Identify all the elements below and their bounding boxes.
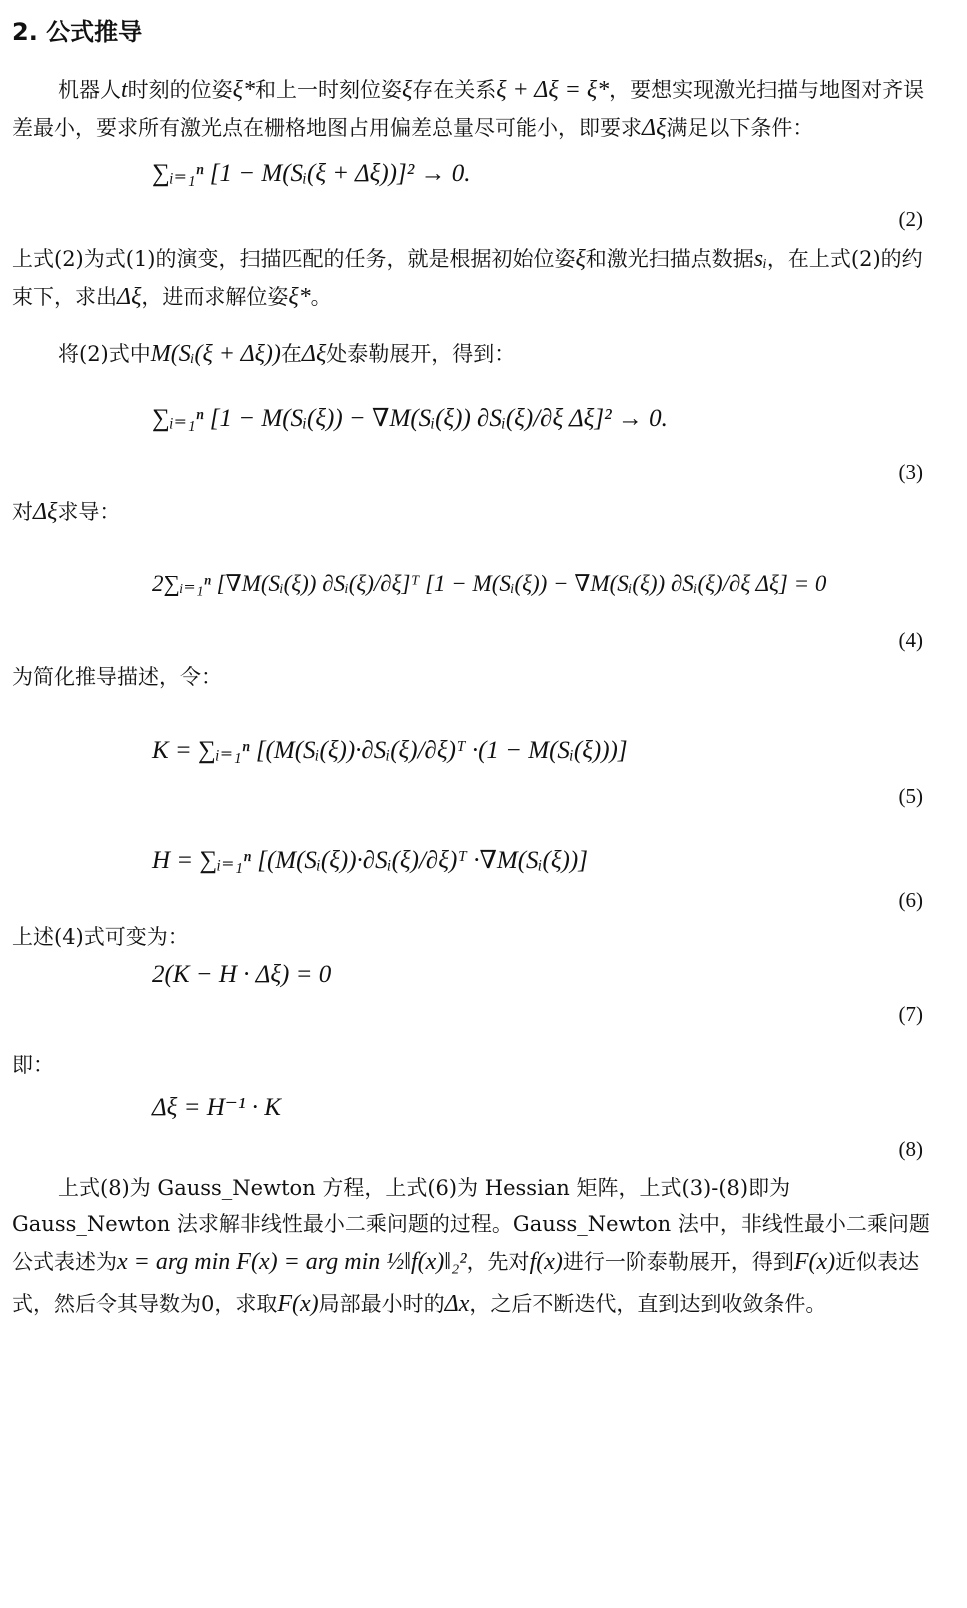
equation-7 — [12, 955, 935, 1035]
math-si: sᵢ — [753, 245, 767, 272]
text: ，先对 — [466, 1250, 530, 1275]
math-delta-xi: Δξ — [33, 498, 58, 525]
text: 机器人 — [58, 78, 121, 102]
equation-5 — [12, 695, 935, 817]
equation-5-number: (5) — [898, 783, 923, 808]
equation-3-number: (3) — [898, 459, 923, 484]
text: 满足以下条件： — [666, 116, 814, 141]
math-delta-xi: Δξ — [117, 284, 142, 311]
paragraph-1 — [12, 71, 935, 148]
math-t: t — [121, 77, 128, 103]
equation-8-number: (8) — [898, 1137, 923, 1162]
math-delta-xi: Δξ — [301, 340, 327, 367]
text: 局部最小时的 — [318, 1291, 445, 1316]
paragraph-3 — [12, 335, 935, 373]
equation-7-number: (7) — [898, 1001, 923, 1026]
text: ，之后不断迭代，直到达到收敛条件。 — [469, 1291, 827, 1316]
math-xi: ξ — [401, 77, 413, 103]
equation-4 — [12, 531, 935, 661]
equation-6-number: (6) — [898, 887, 923, 912]
math-fx: f(x) — [529, 1249, 563, 1276]
math-relation: ξ + Δξ = ξ* — [496, 77, 610, 103]
math-xi-star: ξ* — [232, 77, 255, 103]
equation-2-number: (2) — [898, 206, 923, 231]
equation-6-formula: H = ∑ᵢ₌₁ⁿ [(M(Sᵢ(ξ))·∂Sᵢ(ξ)/∂ξ)ᵀ ·∇M(Sᵢ(ξ))] — [152, 846, 588, 874]
math-xi: ξ — [575, 245, 586, 272]
section-title: 2. 公式推导 — [12, 18, 143, 46]
equation-3 — [12, 373, 935, 493]
text: 处泰勒展开，得到： — [326, 341, 516, 366]
equation-5-formula: K = ∑ᵢ₌₁ⁿ [(M(Sᵢ(ξ))·∂Sᵢ(ξ)/∂ξ)ᵀ ·(1 − M(Sᵢ(ξ)))] — [152, 736, 628, 764]
text: 在 — [280, 341, 302, 366]
equation-2-formula: ∑ᵢ₌₁ⁿ [1 − M(Sᵢ(ξ + Δξ))]² → 0. — [152, 159, 471, 187]
math-Fx: F(x) — [793, 1249, 836, 1276]
equation-4-number: (4) — [898, 628, 923, 653]
math-Fx: F(x) — [277, 1290, 319, 1317]
text: ，进而求解位姿 — [141, 285, 289, 310]
text: 近似表达式，然后令其导数为0，求取 — [12, 1250, 920, 1316]
paragraph-6: 上述(4)式可变为： — [12, 924, 189, 949]
text: 存在关系 — [412, 78, 497, 102]
equation-4-formula: 2∑ᵢ₌₁ⁿ [∇M(Sᵢ(ξ)) ∂Sᵢ(ξ)/∂ξ]ᵀ [1 − M(Sᵢ(ξ)) − ∇M(Sᵢ(ξ)) ∂Sᵢ(ξ)/∂ξ Δξ] = 0 — [152, 571, 827, 597]
paragraph-8 — [12, 1170, 935, 1325]
equation-6 — [12, 817, 935, 921]
math-m: M(Sᵢ(ξ + Δξ)) — [150, 340, 281, 367]
text: ，在上式(2)的约束下，求出 — [12, 246, 923, 310]
paragraph-4 — [12, 493, 935, 531]
text: 上式(2)为式(1)的演变，扫描匹配的任务，就是根据初始位姿 — [12, 246, 576, 271]
equation-8 — [12, 1082, 935, 1170]
equation-8-formula: Δξ = H⁻¹ · K — [152, 1094, 281, 1122]
text: 将(2)式中 — [58, 341, 151, 366]
paragraph-2 — [12, 240, 935, 317]
text: 时刻的位姿 — [127, 78, 233, 102]
text: 求导： — [57, 499, 121, 524]
paragraph-7: 即： — [12, 1052, 54, 1077]
text: 。 — [310, 285, 332, 310]
math-xi-star: ξ* — [288, 284, 311, 311]
math-delta-x: Δx — [444, 1290, 470, 1317]
text: 上式(8)为 Gauss_Newton 方程，上式(6)为 Hessian 矩阵，上式(3)-(8)即为 Gauss_Newton 法求解非线性最小二乘问题的过程。Gauss_Newton 法中，非线性最小二乘问题公式表述为 — [12, 1176, 930, 1275]
text: 和激光扫描点数据 — [585, 246, 754, 271]
equation-2 — [12, 148, 935, 240]
text: ，要想实现激光扫描与地图对齐误差最小，要求所有激光点在栅格地图占用偏差总量尽可能小，即要求 — [12, 78, 925, 141]
text: 进行一阶泰勒展开，得到 — [562, 1250, 794, 1275]
equation-3-formula: ∑ᵢ₌₁ⁿ [1 − M(Sᵢ(ξ)) − ∇M(Sᵢ(ξ)) ∂Sᵢ(ξ)/∂ξ Δξ]² → 0. — [152, 404, 668, 432]
text: 对 — [12, 499, 33, 524]
math-delta-xi: Δξ — [642, 115, 667, 142]
equation-7-formula: 2(K − H · Δξ) = 0 — [152, 960, 332, 988]
math-argmin: x = arg min F(x) = arg min ½‖f(x)‖₂² — [117, 1249, 467, 1276]
text: 和上一时刻位姿 — [254, 78, 402, 102]
paragraph-5: 为简化推导描述，令： — [12, 665, 222, 690]
